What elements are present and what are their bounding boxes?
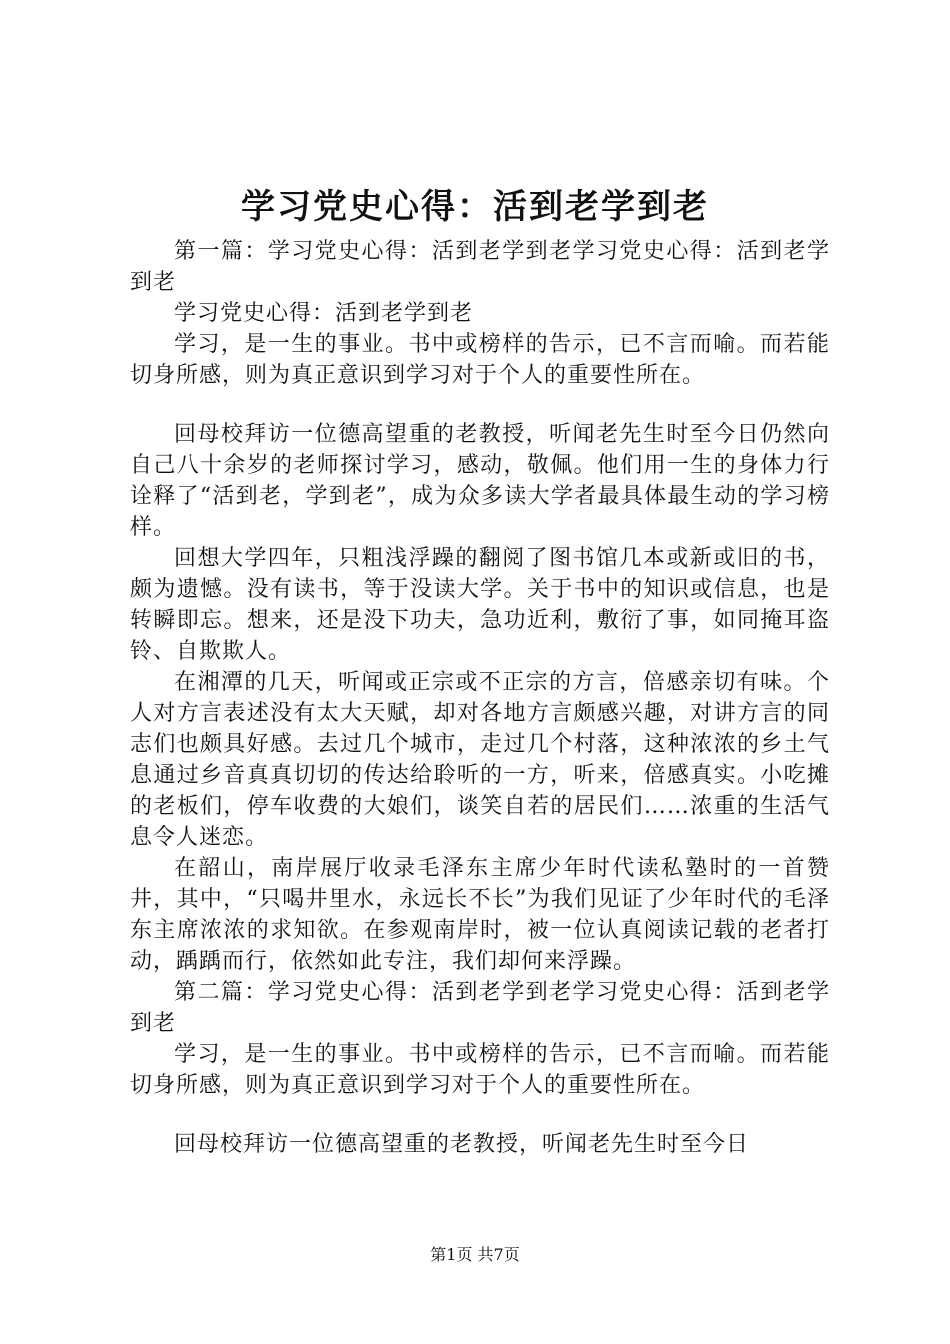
paragraph-gap xyxy=(130,1101,830,1129)
page-number-footer: 第1页 共7页 xyxy=(430,1245,520,1264)
paragraph-gap xyxy=(130,391,830,419)
paragraph-visit-professor-repeat: 回母校拜访一位德高望重的老教授，听闻老先生时至今日 xyxy=(174,1132,750,1157)
paragraph-intro-repeat: 学习，是一生的事业。书中或榜样的告示，已不言而喻。而若能切身所感，则为真正意识到学习对于个人的重要性所在。 xyxy=(130,1042,830,1098)
document-title: 学习党史心得：活到老学到老 xyxy=(241,187,709,227)
paragraph-xiangtan: 在湘潭的几天，听闻或正宗或不正宗的方言，倍感亲切有味。个人对方言表述没有太大天赋，却对各地方言颇感兴趣，对讲方言的同志们也颇具好感。去过几个城市，走过几个村落，这种浓浓的乡土气息通过乡音真真切切的传达给聆听的一方，听来，倍感真实。小吃摊的老板们，停车收费的大娘们，谈笑自若的居民们……浓重的生活气息令人迷恋。 xyxy=(130,670,830,850)
paragraph-part1-heading: 第一篇：学习党史心得：活到老学到老学习党史心得：活到老学到老 xyxy=(130,239,830,295)
paragraph-college-reflection: 回想大学四年，只粗浅浮躁的翻阅了图书馆几本或新或旧的书，颇为遗憾。没有读书，等于没读大学。关于书中的知识或信息，也是转瞬即忘。想来，还是没下功夫，急功近利，敷衍了事，如同掩耳盗铃、自欺欺人。 xyxy=(130,546,830,664)
paragraph-visit-professor: 回母校拜访一位德高望重的老教授，听闻老先生时至今日仍然向自己八十余岁的老师探讨学习，感动，敬佩。他们用一生的身体力行诠释了“活到老，学到老”，成为众多读大学者最具体最生动的学习榜样。 xyxy=(130,422,830,540)
paragraph-intro: 学习，是一生的事业。书中或榜样的告示，已不言而喻。而若能切身所感，则为真正意识到学习对于个人的重要性所在。 xyxy=(130,332,830,388)
paragraph-subtitle: 学习党史心得：活到老学到老 xyxy=(174,301,474,326)
paragraph-part2-heading: 第二篇：学习党史心得：活到老学到老学习党史心得：活到老学到老 xyxy=(130,980,830,1036)
document-body xyxy=(130,236,830,1160)
paragraph-shaoshan: 在韶山，南岸展厅收录毛泽东主席少年时代读私塾时的一首赞井，其中，“只喝井里水，永远长不长”为我们见证了少年时代的毛泽东主席浓浓的求知欲。在参观南岸时，被一位认真阅读记载的老者打动，踽踽而行，依然如此专注，我们却何来浮躁。 xyxy=(130,856,830,974)
